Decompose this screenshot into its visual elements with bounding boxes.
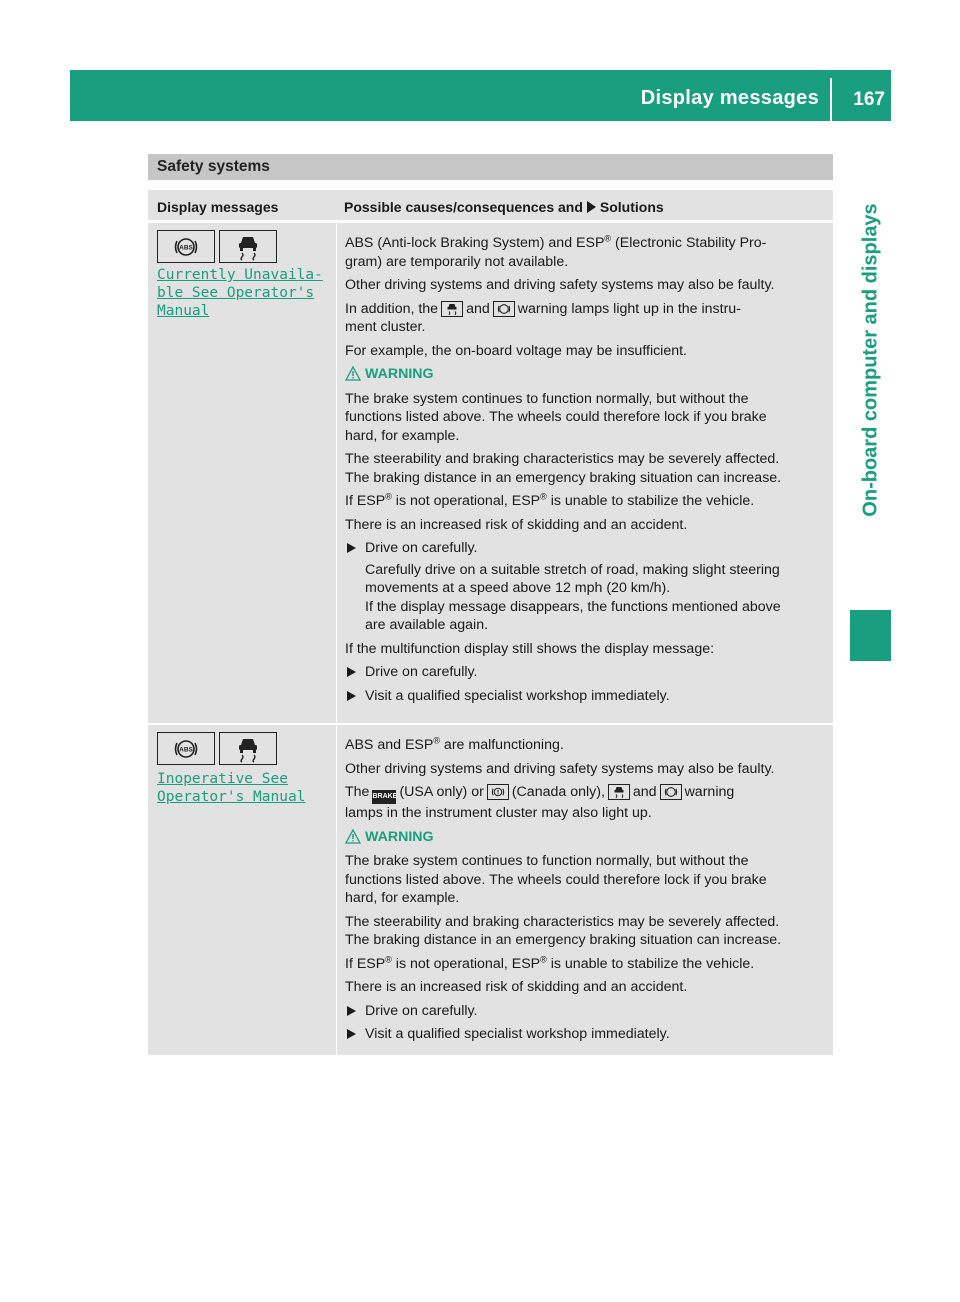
text: Visit a qualified specialist workshop immediately. — [365, 1026, 670, 1042]
column-header-causes — [344, 199, 664, 215]
paragraph — [345, 390, 829, 446]
paragraph — [345, 492, 829, 511]
text: ABS (Anti-lock Braking System) and ESP — [345, 235, 605, 251]
text: functions listed above. The wheels could therefore lock if you brake — [345, 409, 767, 425]
action-arrow-icon — [587, 201, 596, 213]
causes-label: Possible causes/consequences and — [344, 199, 583, 215]
text: Drive on carefully. — [365, 540, 478, 556]
text: The braking distance in an emergency braking situation can increase. — [345, 932, 782, 948]
text: The braking distance in an emergency braking situation can increase. — [345, 469, 782, 486]
registered-mark: ® — [604, 233, 612, 244]
warning-heading — [345, 828, 829, 847]
paragraph — [345, 783, 829, 823]
display-message-text — [157, 770, 305, 806]
text: Drive on carefully. — [365, 664, 478, 680]
display-message-cell — [148, 725, 336, 1055]
abs-icon — [660, 784, 682, 800]
paragraph — [345, 852, 829, 908]
section-title: Safety systems — [157, 158, 270, 175]
action-step — [345, 1025, 829, 1044]
text: warning — [684, 784, 735, 800]
message-line: ble See Operator's — [157, 285, 315, 301]
text: The brake system continues to function normally, but without the — [345, 390, 749, 407]
text: (USA only) or — [399, 784, 484, 800]
text: If the display message disappears, the functions mentioned above — [365, 598, 781, 615]
svg-text:ABS: ABS — [179, 746, 193, 753]
abs-icon — [493, 301, 515, 317]
warning-icons — [157, 732, 277, 765]
paragraph: If the multifunction display still shows the display message: — [345, 640, 715, 657]
text: The steerability and braking characteristics may be severely affected. — [345, 913, 780, 930]
text: functions listed above. The wheels could therefore lock if you brake — [345, 871, 767, 888]
text: hard, for example. — [345, 890, 460, 906]
text: warning lamps light up in the instru- — [517, 300, 741, 317]
warning-heading — [345, 365, 829, 384]
text: The brake system continues to function normally, but without the — [345, 853, 749, 869]
action-arrow-icon — [347, 1006, 356, 1016]
text: Carefully drive on a suitable stretch of road, making slight steering — [365, 561, 780, 578]
svg-text:ABS: ABS — [179, 244, 193, 251]
esp-skid-icon — [219, 230, 277, 263]
paragraph: Other driving systems and driving safety systems may also be faulty. — [345, 760, 775, 777]
text: (Electronic Stability Pro- — [611, 235, 767, 251]
warning-label: WARNING — [365, 366, 434, 382]
action-arrow-icon — [347, 543, 356, 553]
text: is not operational, ESP — [391, 493, 541, 509]
message-line: Operator's Manual — [157, 789, 306, 805]
causes-text — [345, 234, 829, 705]
causes-cell — [336, 223, 833, 723]
causes-cell — [336, 725, 833, 1055]
action-arrow-icon — [347, 1029, 356, 1039]
esp-skid-icon — [608, 784, 630, 800]
text: Drive on carefully. — [365, 1002, 478, 1019]
esp-skid-icon — [219, 732, 277, 765]
paragraph — [345, 450, 829, 487]
action-step — [345, 687, 829, 706]
message-line: Manual — [157, 303, 210, 319]
column-header-display-messages: Display messages — [157, 199, 279, 215]
table-row — [148, 725, 833, 1055]
text: ment cluster. — [345, 319, 426, 335]
paragraph — [345, 913, 829, 950]
abs-icon — [157, 732, 215, 765]
paragraph — [345, 300, 829, 337]
paragraph: There is an increased risk of skidding and an accident. — [345, 979, 688, 995]
solutions-label: Solutions — [599, 199, 664, 215]
section-heading — [148, 154, 833, 180]
paragraph — [345, 955, 829, 974]
action-arrow-icon — [347, 667, 356, 677]
registered-mark: ® — [385, 953, 392, 964]
text: lamps in the instrument cluster may also light up. — [345, 805, 652, 821]
action-step — [345, 663, 829, 682]
text: movements at a speed above 12 mph (20 km/h). — [365, 580, 671, 596]
text: (Canada only), — [511, 784, 605, 800]
header-divider — [830, 78, 832, 121]
warning-triangle-icon — [345, 366, 361, 381]
brake-warning-icon: BRAKE — [372, 790, 396, 804]
chapter-label: On-board computer and displays — [859, 203, 881, 517]
paragraph — [345, 234, 829, 271]
registered-mark: ® — [385, 491, 392, 502]
warning-triangle-icon — [345, 829, 361, 844]
paragraph: There is an increased risk of skidding and an accident. — [345, 516, 688, 533]
chapter-marker-block — [850, 610, 891, 661]
warning-label: WARNING — [365, 828, 434, 845]
display-message-cell — [148, 223, 336, 723]
text: and — [632, 784, 657, 800]
message-line: Currently Unavaila‐ — [157, 267, 323, 283]
text: gram) are temporarily not available. — [345, 253, 569, 270]
brake-canada-icon — [487, 784, 509, 800]
registered-mark: ® — [540, 491, 547, 502]
causes-text — [345, 736, 829, 1044]
text: The — [345, 784, 370, 800]
text: are available again. — [365, 617, 489, 633]
paragraph — [345, 561, 829, 635]
text: are malfunctioning. — [439, 737, 564, 753]
text: The steerability and braking characteristics may be severely affected. — [345, 451, 780, 467]
paragraph — [345, 736, 829, 755]
text: is not operational, ESP — [391, 955, 541, 972]
page-title: Display messages — [640, 87, 819, 109]
warning-icons — [157, 230, 277, 263]
abs-icon — [157, 230, 215, 263]
text: is unable to stabilize the vehicle. — [546, 493, 755, 509]
text: and — [466, 300, 490, 317]
action-arrow-icon — [347, 691, 356, 701]
text: is unable to stabilize the vehicle. — [546, 955, 755, 972]
esp-skid-icon — [441, 301, 463, 317]
display-message-text — [157, 266, 323, 320]
page-number: 167 — [853, 89, 885, 110]
text: hard, for example. — [345, 427, 460, 444]
table-row — [148, 223, 833, 723]
message-line: Inoperative See — [157, 771, 288, 787]
text: Visit a qualified specialist workshop immediately. — [365, 687, 670, 704]
registered-mark: ® — [433, 735, 440, 746]
text: In addition, the — [345, 300, 439, 317]
table-header — [148, 190, 833, 220]
chapter-side-tab — [850, 130, 891, 590]
text: If ESP — [345, 955, 386, 972]
action-step — [345, 1002, 829, 1021]
registered-mark: ® — [540, 953, 547, 964]
paragraph: Other driving systems and driving safety systems may also be faulty. — [345, 277, 775, 293]
text: If ESP — [345, 493, 386, 509]
text: ABS and ESP — [345, 737, 434, 753]
paragraph: For example, the on-board voltage may be insufficient. — [345, 342, 688, 359]
page-header-bar — [70, 70, 891, 121]
action-step — [345, 539, 829, 558]
